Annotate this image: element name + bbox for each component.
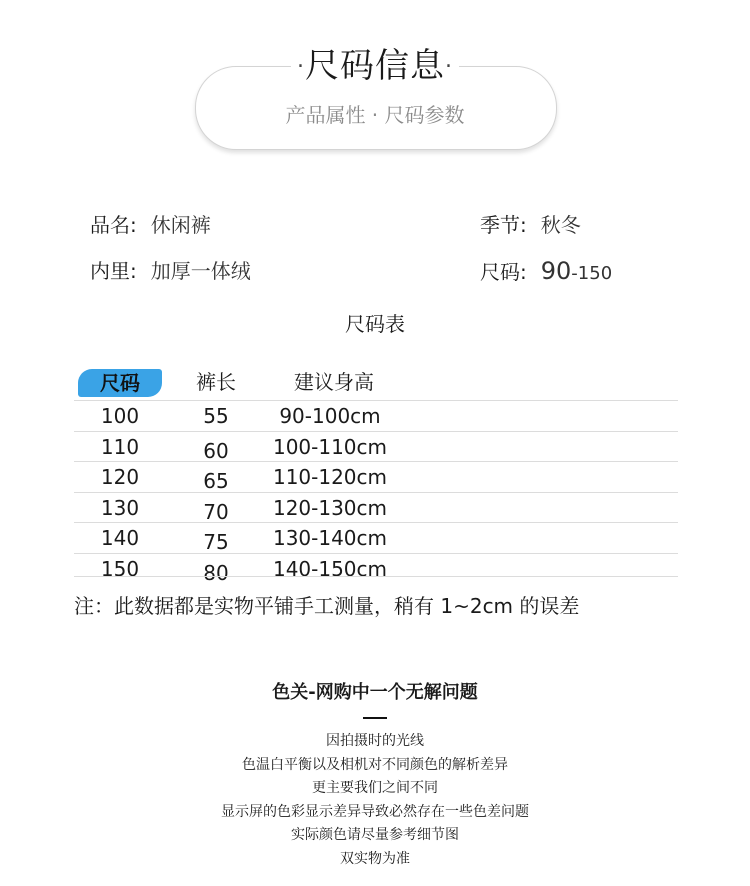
cell-height: 100-110cm [272, 434, 388, 459]
attr-season [480, 211, 581, 239]
size-table [74, 366, 678, 583]
cell-length: 60 [203, 438, 229, 463]
table-bottom-divider [74, 576, 678, 577]
attr-size-value-main: 90 [540, 257, 572, 285]
size-table-header [74, 366, 678, 400]
attr-lining [90, 257, 251, 285]
color-notice-line: 实际颜色请尽量参考细节图 [291, 827, 459, 843]
cell-height: 130-140cm [272, 526, 388, 550]
cell-length: 65 [203, 469, 229, 493]
attr-lining-value: 加厚一体绒 [150, 259, 251, 283]
cell-length: 55 [203, 404, 229, 428]
page-title [0, 42, 750, 92]
cell-size: 120 [100, 465, 140, 489]
cell-length: 70 [203, 499, 229, 524]
color-notice-line: 显示屏的色彩显示差异导致必然存在一些色差问题 [221, 803, 529, 820]
cell-height: 90-100cm [279, 404, 381, 428]
table-row [74, 553, 678, 584]
attr-size-value-rest: -150 [571, 263, 613, 284]
cell-size: 110 [100, 434, 140, 459]
table-row [74, 431, 678, 462]
attr-season-value: 秋冬 [540, 213, 581, 237]
cell-size: 130 [100, 495, 140, 520]
measurement-note: 注：此数据都是实物平铺手工测量，稍有 1~2cm 的误差 [74, 594, 580, 618]
color-notice-line: 更主要我们之间不同 [312, 780, 438, 796]
header-height: 建议身高 [294, 370, 374, 394]
size-table-title: 尺码表 [345, 312, 405, 336]
cell-height: 120-130cm [272, 495, 388, 520]
table-row [74, 522, 678, 553]
attr-size-label: 尺码: [480, 260, 527, 284]
title-dot-left: · [297, 54, 305, 80]
color-notice-line: 双实物为准 [340, 850, 410, 867]
color-notice-line: 因拍摄时的光线 [326, 733, 424, 749]
color-notice-title: 色关-网购中一个无解问题 [272, 682, 478, 703]
cell-size: 150 [100, 556, 140, 581]
title-dot-right: · [445, 54, 453, 80]
page-title-text: 尺码信息 [305, 46, 445, 86]
header-size: 尺码 [78, 369, 162, 397]
color-notice-lines [0, 730, 750, 871]
cell-length: 80 [203, 560, 229, 585]
attr-name-value: 休闲裤 [150, 213, 211, 237]
table-row [74, 400, 678, 431]
attr-name [90, 211, 211, 239]
color-notice-line: 色温白平衡以及相机对不同颜色的解析差异 [242, 756, 508, 773]
attr-season-label: 季节: [480, 213, 527, 237]
cell-height: 110-120cm [272, 465, 388, 489]
table-row [74, 461, 678, 492]
attr-lining-label: 内里: [90, 259, 137, 283]
attr-size-value [541, 257, 612, 288]
cell-length: 75 [203, 530, 229, 554]
attr-size [480, 257, 612, 288]
attr-name-label: 品名: [90, 213, 137, 237]
cell-size: 100 [100, 404, 140, 428]
color-notice-divider [363, 717, 387, 719]
cell-size: 140 [100, 526, 140, 550]
cell-height: 140-150cm [272, 556, 388, 581]
table-row [74, 492, 678, 523]
page-subtitle: 产品属性 · 尺码参数 [285, 103, 465, 127]
header-length: 裤长 [196, 370, 236, 394]
